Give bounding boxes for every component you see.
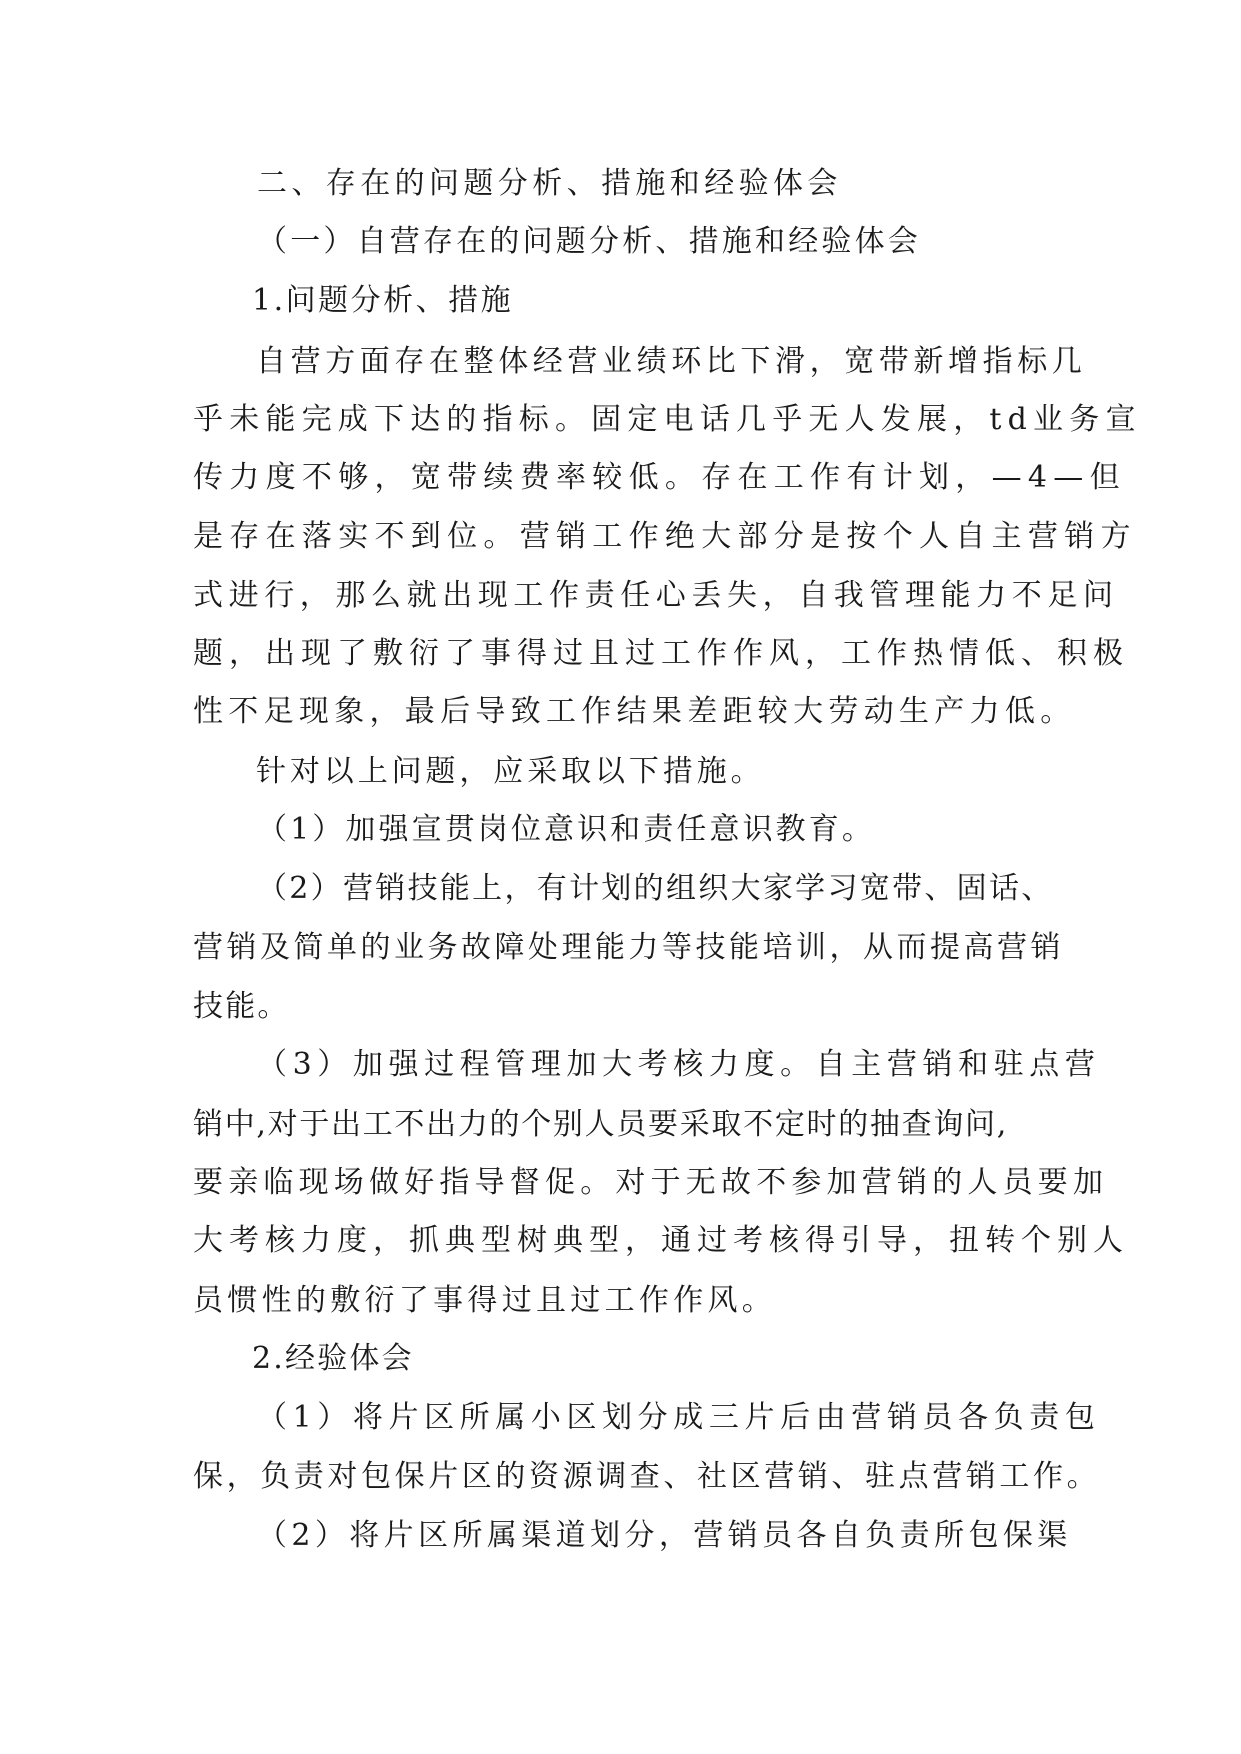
paragraph-line: 营销及简单的业务故障处理能力等技能培训，从而提高营销	[193, 930, 1064, 965]
item-heading: 2.经验体会	[252, 1341, 414, 1376]
experience-item: （1）将片区所属小区划分成三片后由营销员各负责包	[257, 1400, 1101, 1435]
paragraph-line: 传力度不够，宽带续费率较低。存在工作有计划，—4—但	[193, 460, 1126, 495]
measure-item: （1）加强宣贯岗位意识和责任意识教育。	[257, 812, 875, 847]
paragraph-line: 保，负责对包保片区的资源调查、社区营销、驻点营销工作。	[193, 1459, 1101, 1494]
subsection-heading: （一）自营存在的问题分析、措施和经验体会	[257, 224, 921, 259]
paragraph-line: 大考核力度，抓典型树典型，通过考核得引导，扭转个别人	[193, 1223, 1129, 1258]
measure-item: （3）加强过程管理加大考核力度。自主营销和驻点营	[257, 1047, 1101, 1082]
paragraph-line: 员惯性的敷衍了事得过且过工作作风。	[193, 1283, 777, 1318]
paragraph-line: 题，出现了敷衍了事得过且过工作作风，工作热情低、积极	[193, 636, 1129, 671]
paragraph-line: 乎未能完成下达的指标。固定电话几乎无人发展，td业务宣	[193, 402, 1142, 437]
item-heading: 1.问题分析、措施	[252, 283, 514, 318]
paragraph-line: 式进行，那么就出现工作责任心丢失，自我管理能力不足问	[193, 578, 1119, 613]
paragraph-line: 针对以上问题，应采取以下措施。	[256, 754, 765, 789]
paragraph-line: 自营方面存在整体经营业绩环比下滑，宽带新增指标几	[256, 344, 1087, 379]
paragraph-line: 要亲临现场做好指导督促。对于无故不参加营销的人员要加	[193, 1165, 1109, 1200]
section-heading: 二、存在的问题分析、措施和经验体会	[257, 166, 842, 201]
experience-item: （2）将片区所属渠道划分，营销员各自负责所包保渠	[257, 1518, 1072, 1553]
paragraph-line: 性不足现象，最后导致工作结果差距较大劳动生产力低。	[193, 694, 1076, 729]
paragraph-line: 是存在落实不到位。营销工作绝大部分是按个人自主营销方	[193, 519, 1137, 554]
paragraph-line: 技能。	[193, 989, 290, 1024]
measure-item: （2）营销技能上，有计划的组织大家学习宽带、固话、	[257, 871, 1054, 906]
paragraph-line: 销中,对于出工不出力的个别人员要采取不定时的抽查询问,	[193, 1107, 1008, 1142]
